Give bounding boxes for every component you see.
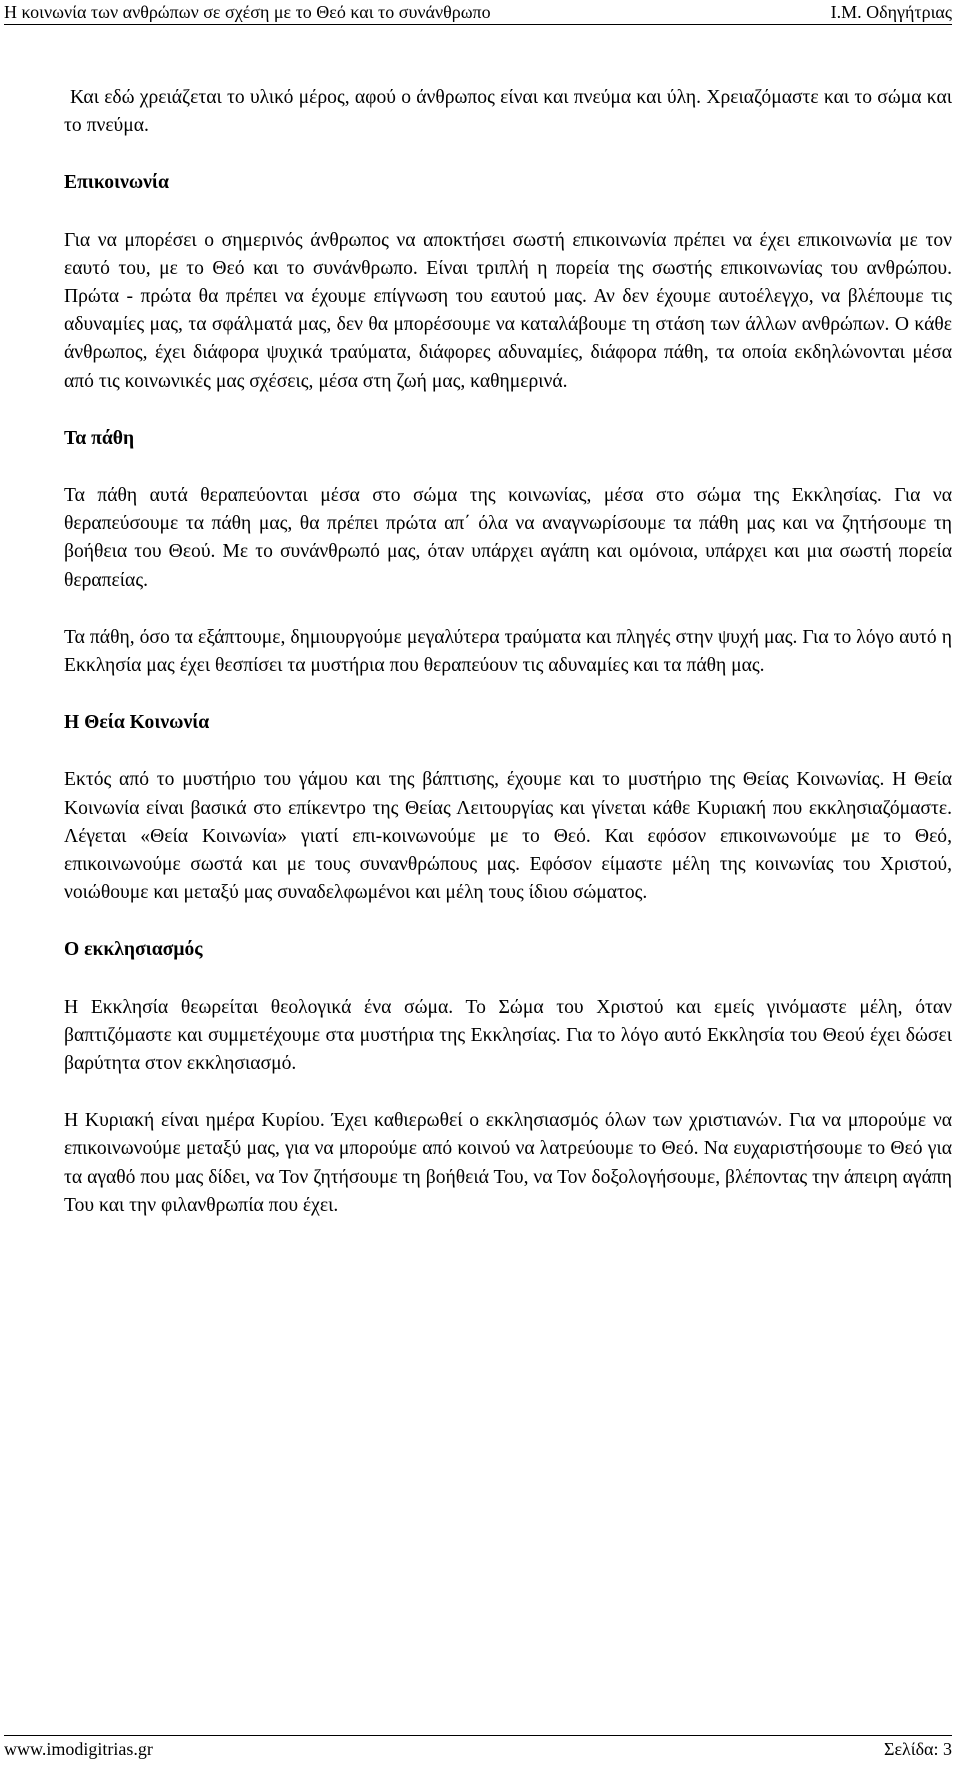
- section-heading-holy-communion: Η Θεία Κοινωνία: [64, 712, 210, 734]
- page-header: [4, 2, 952, 25]
- website-link[interactable]: www.imodigitrias.gr: [4, 1739, 153, 1759]
- section-heading-church-attendance: Ο εκκλησιασμός: [64, 939, 203, 961]
- paragraph: Τα πάθη αυτά θεραπεύονται μέσα στο σώμα της κοινωνίας, μέσα στο σώμα της Εκκλησίας. Για να θεραπεύσουμε τα πάθη μας, θα πρέπει πρώτα απ΄ όλα να αναγνωρίσουμε τα πάθη μας και να ζητήσουμε τη βοήθεια του Θεού. Με το συνάνθρωπό μας, όταν υπάρχει αγάπη και ομόνοια, υπάρχει και μια σωστή πορεία θεραπείας.: [64, 485, 952, 591]
- paragraph: Εκτός από το μυστήριο του γάμου και της βάπτισης, έχουμε και το μυστήριο της Θείας Κοινωνίας. Η Θεία Κοινωνία είναι βασικά στο επίκεντρο της Θείας Λειτουργίας και γίνεται κάθε Κυριακή που εκκλησιαζόμαστε. Λέγεται «Θεία Κοινωνία» γιατί επι-κοινωνούμε με το Θεό. Και εφόσον επικοινωνούμε με το Θεό, επικοινωνούμε σωστά και με τους συνανθρώπους μας. Εφόσον είμαστε μέλη της κοινωνίας του Χριστού, νοιώθουμε και μεταξύ μας συναδελφωμένοι και μέλη τους ίδιου σώματος.: [64, 769, 952, 904]
- intro-paragraph: Και εδώ χρειάζεται το υλικό μέρος, αφού ο άνθρωπος είναι και πνεύμα και ύλη. Χρειαζόμαστε και το σώμα και το πνεύμα.: [64, 87, 952, 137]
- paragraph: Η Κυριακή είναι ημέρα Κυρίου. Έχει καθιερωθεί ο εκκλησιασμός όλων των χριστιανών. Για να μπορούμε να επικοινωνούμε μεταξύ μας, για να μπορούμε από κοινού να λατρεύουμε το Θεό. Να ευχαριστήσουμε το Θεό για τα αγαθό που μας δίδει, να Τον ζητήσουμε τη βοήθειά Του, να Τον δοξολογήσουμε, βλέποντας την άπειρη αγάπη Του και την φιλανθρωπία που έχει.: [64, 1110, 952, 1216]
- page-footer: [4, 1735, 952, 1762]
- page-number: Σελίδα: 3: [883, 1739, 952, 1759]
- publisher-name: Ι.Μ. Οδηγήτριας: [830, 2, 952, 22]
- section-heading-passions: Τα πάθη: [64, 427, 135, 449]
- paragraph: Η Εκκλησία θεωρείται θεολογικά ένα σώμα. Το Σώμα του Χριστού και εμείς γινόμαστε μέλη, όταν βαπτιζόμαστε και συμμετέχουμε στα μυστήρια της Εκκλησίας. Για το λόγο αυτό Εκκλησία του Θεού έχει δώσει βαρύτητα στον εκκλησιασμό.: [64, 996, 952, 1075]
- section-heading-communication: Επικοινωνία: [64, 172, 169, 194]
- paragraph: Τα πάθη, όσο τα εξάπτουμε, δημιουργούμε μεγαλύτερα τραύματα και πληγές στην ψυχή μας. Για το λόγο αυτό η Εκκλησία μας έχει θεσπίσει τα μυστήρια που θεραπεύουν τις αδυναμίες και τα πάθη μας.: [64, 626, 952, 677]
- document-body: [64, 84, 952, 1220]
- document-title: Η κοινωνία των ανθρώπων σε σχέση με το Θεό και το συνάνθρωπο: [4, 2, 491, 22]
- paragraph: Για να μπορέσει ο σημερινός άνθρωπος να αποκτήσει σωστή επικοινωνία πρέπει να έχει επικοινωνία με τον εαυτό του, με το Θεό και το συνάνθρωπο. Είναι τριπλή η πορεία της σωστής επικοινωνίας του ανθρώπου. Πρώτα - πρώτα θα πρέπει να έχουμε επίγνωση του εαυτού μας. Αν δεν έχουμε αυτοέλεγχο, να βλέπουμε τις αδυναμίες μας, τα σφάλματά μας, δεν θα μπορέσουμε να καταλάβουμε τη στάση των άλλων ανθρώπων. Ο κάθε άνθρωπος, έχει διάφορα ψυχικά τραύματα, διάφορες αδυναμίες, διάφορα πάθη, τα οποία εκδηλώνονται μέσα από τις κοινωνικές μας σχέσεις, μέσα στη ζωή μας, καθημερινά.: [64, 229, 952, 392]
